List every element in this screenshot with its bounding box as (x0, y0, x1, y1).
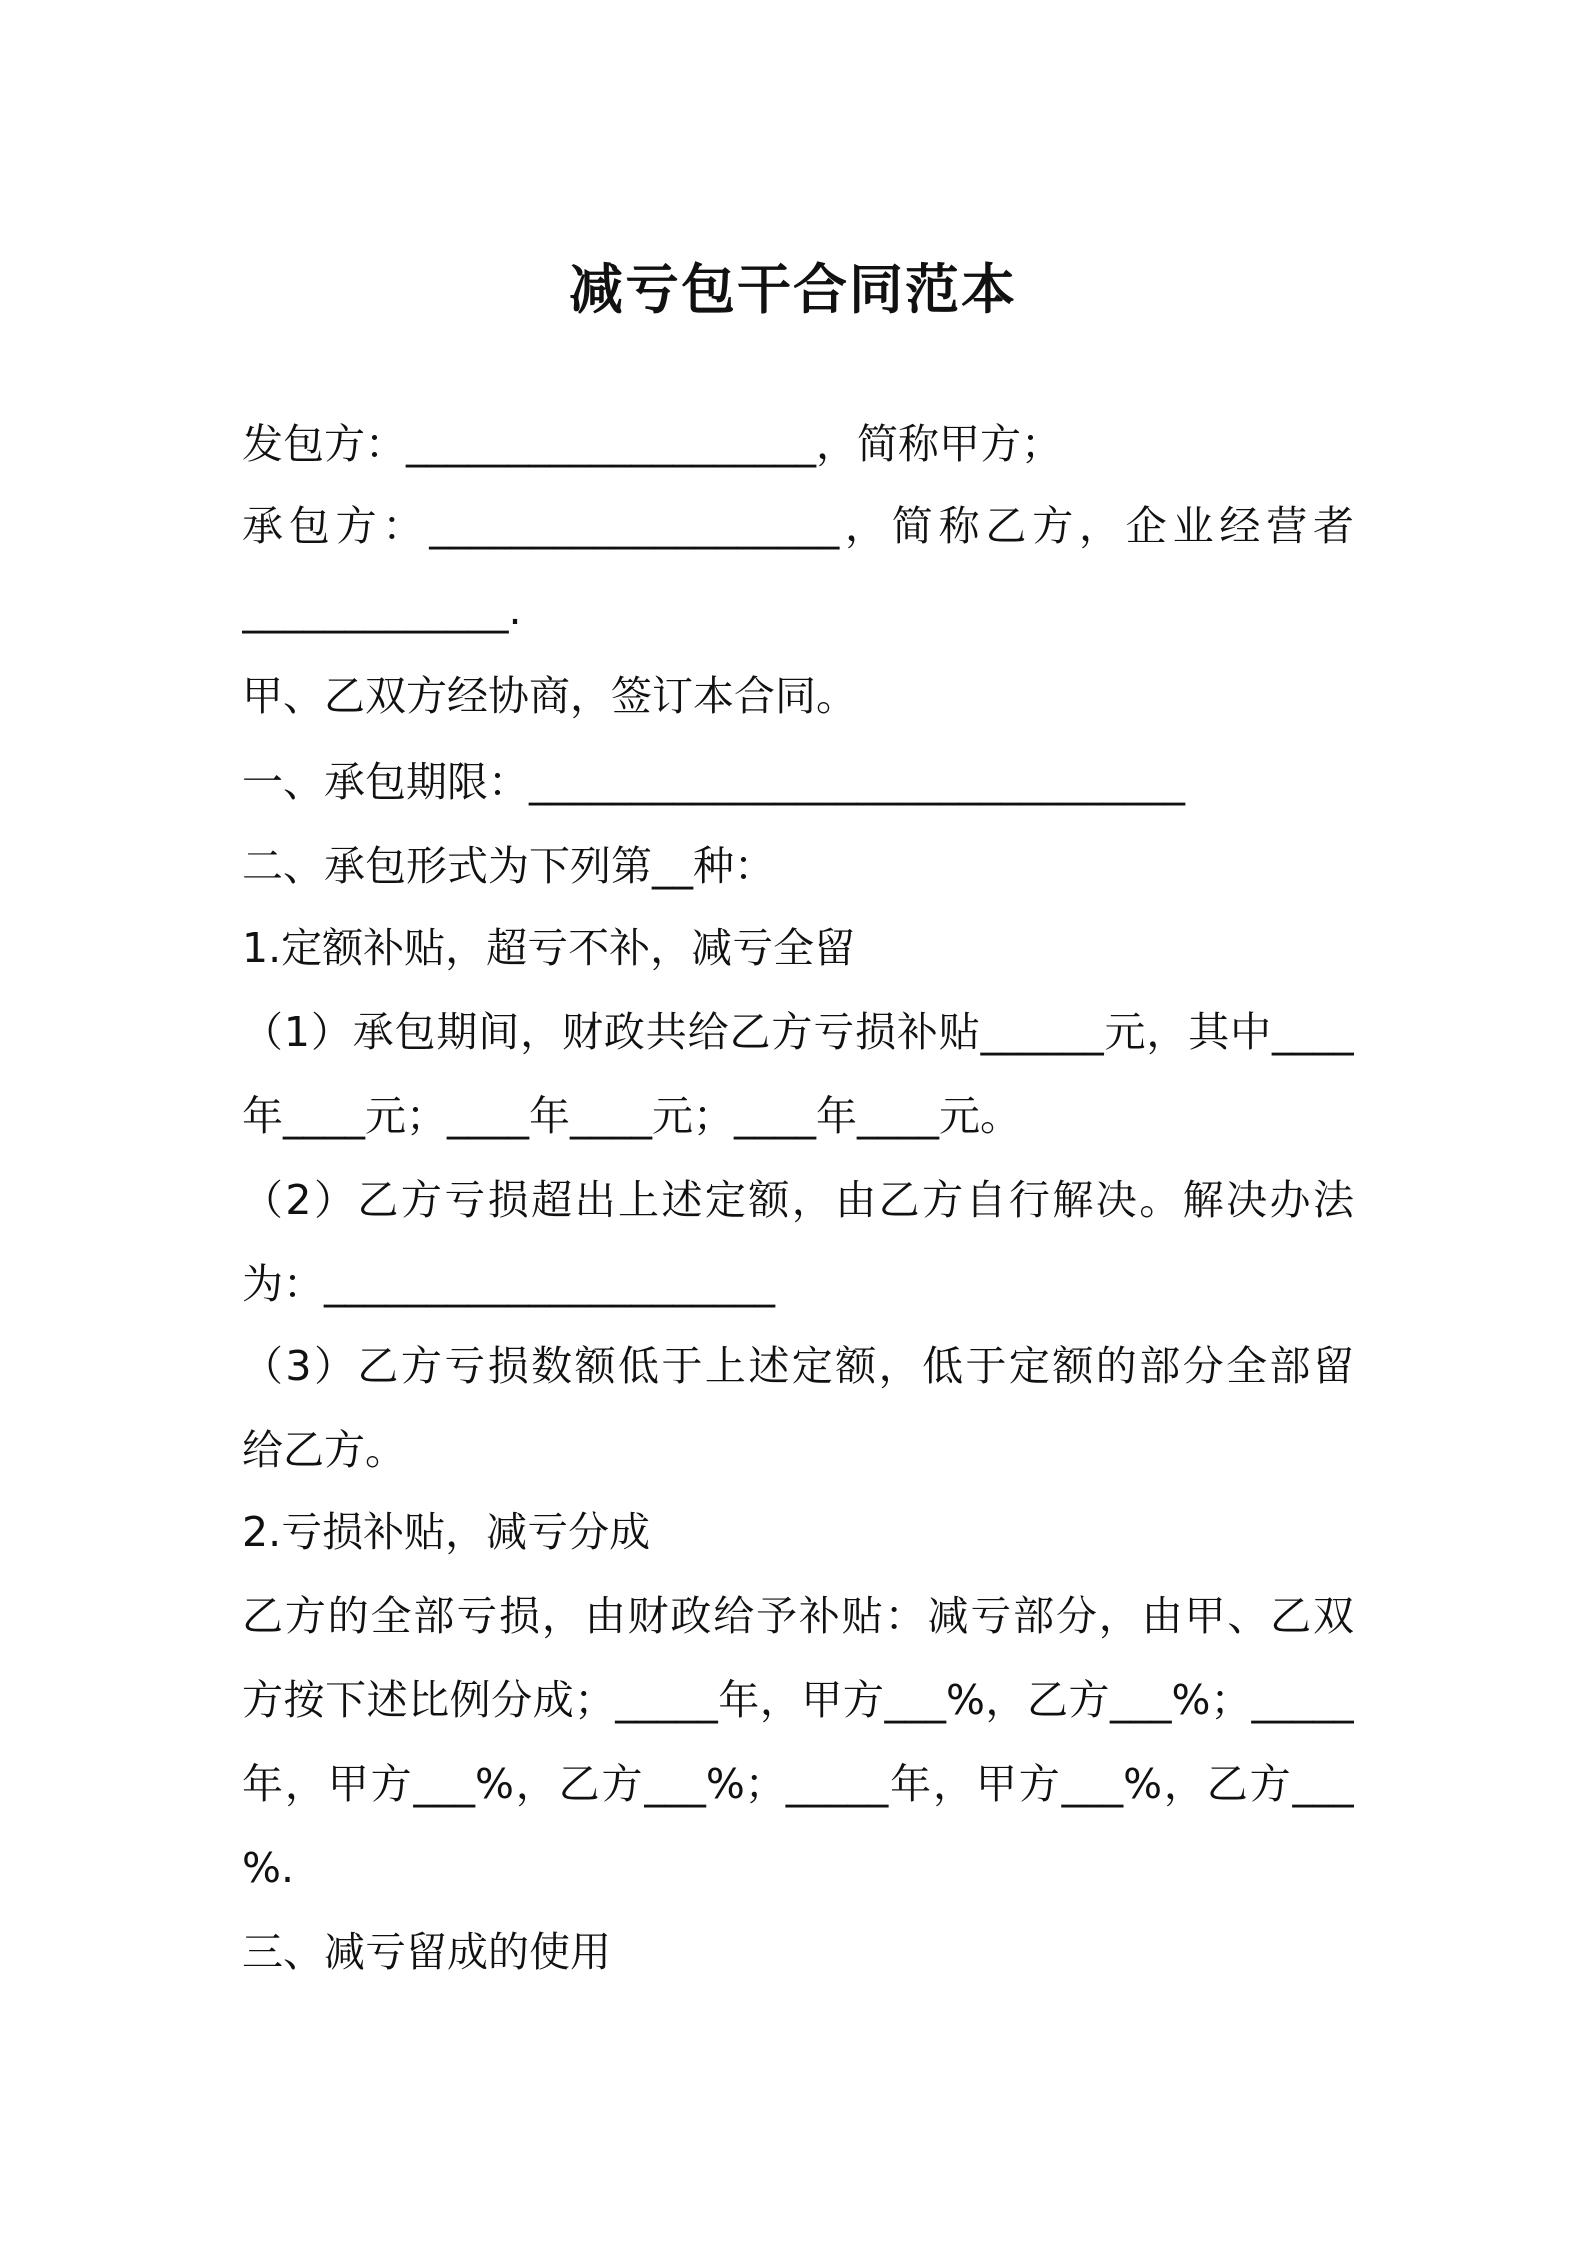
text-line-split-3: 年，甲方___%，乙方___%；_____年，甲方___%，乙方___ (242, 1760, 1354, 1808)
text-line-operator-blank: _____________. (242, 586, 522, 634)
text-line-clause-2: （2）乙方亏损超出上述定额，由乙方自行解决。解决办法 (242, 1176, 1354, 1224)
text-line-split-4: %. (242, 1844, 294, 1892)
text-line-clause-1-cont: 年____元；____年____元；____年____元。 (242, 1092, 1021, 1140)
document-title: 减亏包干合同范本 (569, 258, 1017, 321)
text-line-contractor-b: 承包方：____________________，简称乙方，企业经营者 (242, 502, 1354, 550)
section-heading-term: 一、承包期限：________________________________ (242, 758, 1185, 806)
text-line-clause-1: （1）承包期间，财政共给乙方亏损补贴______元，其中____ (242, 1008, 1354, 1056)
text-line-clause-3: （3）乙方亏损数额低于上述定额，低于定额的部分全部留 (242, 1342, 1354, 1390)
text-line-contractor-a: 发包方：____________________，简称甲方； (242, 420, 1062, 468)
section-heading-retention-use: 三、减亏留成的使用 (242, 1928, 611, 1976)
item-heading-loss-subsidy: 2.亏损补贴，减亏分成 (242, 1508, 651, 1556)
text-line-split-1: 乙方的全部亏损，由财政给予补贴：减亏部分，由甲、乙双 (242, 1592, 1354, 1640)
text-line-agreement: 甲、乙双方经协商，签订本合同。 (242, 672, 857, 720)
item-heading-quota-subsidy: 1.定额补贴，超亏不补，减亏全留 (242, 924, 856, 972)
text-line-split-2: 方按下述比例分成；_____年，甲方___%，乙方___%；_____ (242, 1676, 1354, 1724)
text-line-clause-2-cont: 为：______________________ (242, 1260, 775, 1308)
section-heading-form: 二、承包形式为下列第__种： (242, 842, 775, 890)
text-line-clause-3-cont: 给乙方。 (242, 1426, 406, 1474)
